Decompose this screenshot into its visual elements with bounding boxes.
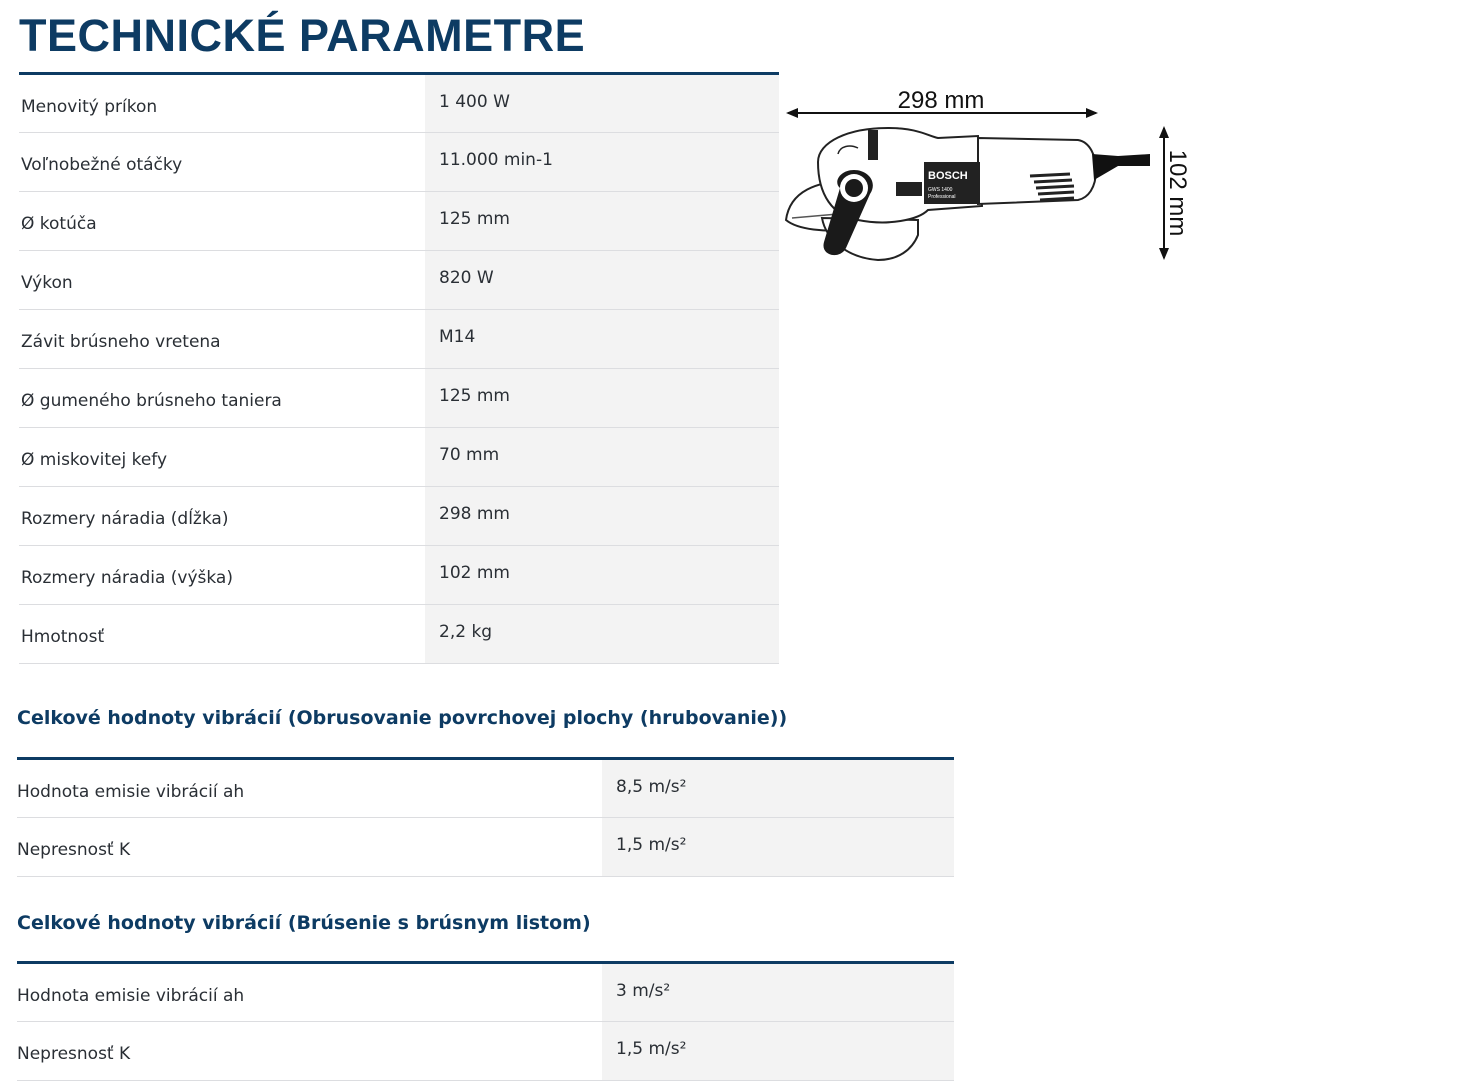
page-title: TECHNICKÉ PARAMETRE [19, 10, 586, 61]
row-value: 11.000 min-1 [425, 133, 779, 192]
row-label: Rozmery náradia (dĺžka) [19, 487, 425, 546]
arrow-right-icon [1086, 108, 1098, 118]
table-row [17, 1022, 954, 1081]
table-row [17, 963, 954, 1022]
table-row [19, 251, 779, 310]
row-label: Ø miskovitej kefy [19, 428, 425, 487]
row-value: 820 W [425, 251, 779, 310]
angle-grinder-dimension-drawing [778, 70, 1203, 275]
length-label: 298 mm [897, 87, 985, 114]
table-row [19, 546, 779, 605]
row-label: Hmotnosť [19, 605, 425, 664]
row-value: 125 mm [425, 369, 779, 428]
row-label: Nepresnosť K [17, 818, 602, 877]
vibration-table-2 [17, 961, 954, 1081]
row-label: Ø gumeného brúsneho taniera [19, 369, 425, 428]
row-value: 1 400 W [425, 74, 779, 133]
table-row [19, 605, 779, 664]
row-value: 3 m/s² [602, 963, 954, 1022]
row-value: 2,2 kg [425, 605, 779, 664]
technical-parameters-table [19, 72, 779, 664]
table-row [19, 428, 779, 487]
row-label: Výkon [19, 251, 425, 310]
arrow-up-icon [1159, 126, 1169, 138]
table-row [19, 369, 779, 428]
row-value: 125 mm [425, 192, 779, 251]
row-label: Rozmery náradia (výška) [19, 546, 425, 605]
row-value: 102 mm [425, 546, 779, 605]
table-row [19, 310, 779, 369]
row-label: Voľnobežné otáčky [19, 133, 425, 192]
row-label: Hodnota emisie vibrácií ah [17, 759, 602, 818]
row-label: Nepresnosť K [17, 1022, 602, 1081]
table-row [17, 759, 954, 818]
table-row [19, 74, 779, 133]
vibration-section-title-2: Celkové hodnoty vibrácií (Brúsenie s brúsnym listom) [17, 912, 591, 934]
vibration-section-title-1: Celkové hodnoty vibrácií (Obrusovanie povrchovej plochy (hrubovanie)) [17, 707, 788, 729]
row-value: 1,5 m/s² [602, 1022, 954, 1081]
vibration-table-1 [17, 757, 954, 877]
table-row [19, 487, 779, 546]
row-value: 298 mm [425, 487, 779, 546]
row-label: Ø kotúča [19, 192, 425, 251]
model-label: GWS 1400 [928, 187, 953, 193]
table-row [19, 133, 779, 192]
row-label: Menovitý príkon [19, 74, 425, 133]
row-value: 1,5 m/s² [602, 818, 954, 877]
arrow-down-icon [1159, 248, 1169, 260]
row-value: 8,5 m/s² [602, 759, 954, 818]
brand-label: BOSCH [928, 170, 968, 182]
row-label: Hodnota emisie vibrácií ah [17, 963, 602, 1022]
professional-label: Professional [928, 194, 956, 200]
row-value: M14 [425, 310, 779, 369]
table-row [17, 818, 954, 877]
height-label: 102 mm [1164, 149, 1191, 237]
table-row [19, 192, 779, 251]
angle-grinder-icon [786, 128, 1150, 260]
row-value: 70 mm [425, 428, 779, 487]
row-label: Závit brúsneho vretena [19, 310, 425, 369]
arrow-left-icon [786, 108, 798, 118]
